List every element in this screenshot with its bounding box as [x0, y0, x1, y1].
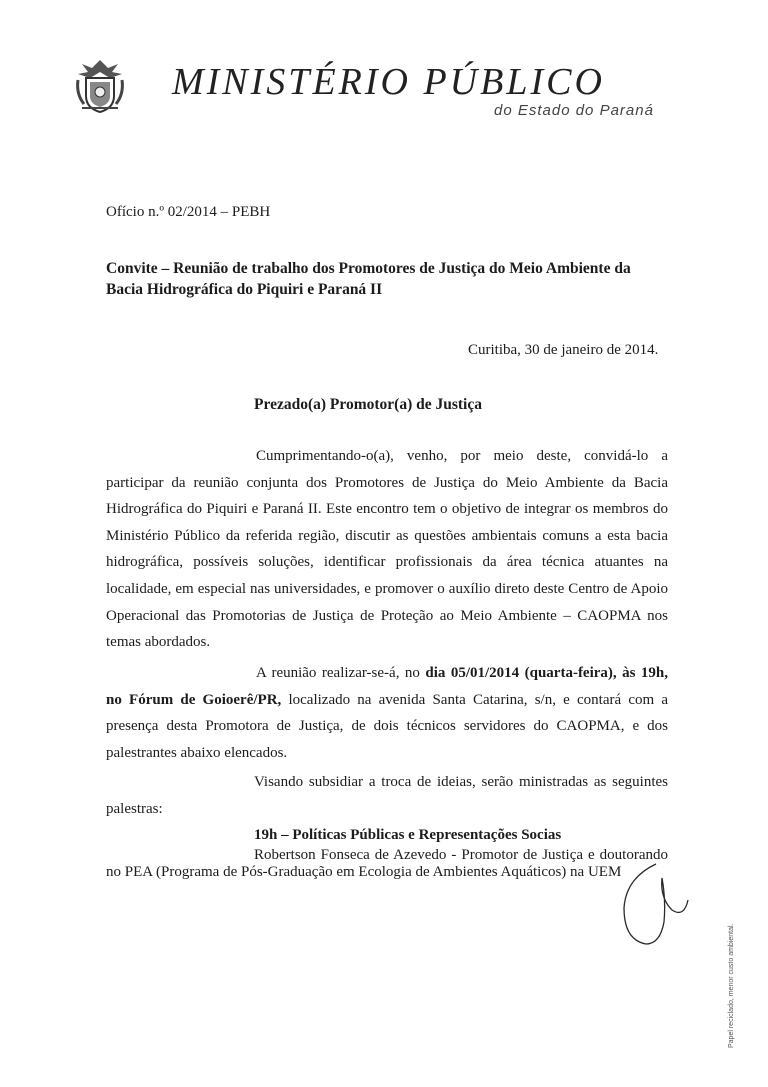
- ministry-subtitle: do Estado do Paraná: [494, 102, 654, 119]
- paragraph-invitation: [106, 443, 668, 656]
- ministry-title: MINISTÉRIO PÚBLICO: [172, 61, 605, 103]
- coat-of-arms-emblem: [72, 56, 128, 114]
- letter-reference: Ofício n.º 02/2014 – PEBH: [106, 204, 271, 220]
- salutation: Prezado(a) Promotor(a) de Justiça: [254, 396, 482, 413]
- recycled-paper-note: Papel reciclado, menor custo ambiental.: [728, 923, 735, 1048]
- talk-description-text: Robertson Fonseca de Azevedo - Promotor de Justiça e doutorando no PEA (Programa de Pós-Graduação em Ecologia de Ambientes Aquáticos) na UEM: [106, 847, 668, 880]
- handwritten-signature: [608, 860, 692, 950]
- paragraph-lectures-intro: [106, 769, 668, 822]
- place-date: Curitiba, 30 de janeiro de 2014.: [468, 342, 659, 358]
- paragraph-lectures-text: Visando subsidiar a troca de ideias, serão ministradas as seguintes palestras:: [106, 774, 668, 817]
- paragraph-meeting-rest: localizado na avenida Santa Catarina, s/n, e contará com a presença desta Promotora de Justiça, de dois técnicos servidores do CAOPMA, e dos palestrantes abaixo elencados.: [106, 691, 668, 761]
- paragraph-meeting-details: [106, 660, 668, 766]
- paragraph-meeting-lead: A reunião realizar-se-á, no: [256, 665, 420, 681]
- talk-description: [106, 847, 668, 881]
- meeting-date-location: dia 05/01/2014 (quarta-feira), às 19h, no Fórum de Goioerê/PR,: [106, 665, 668, 708]
- talk-title: 19h – Políticas Públicas e Representações Socias: [254, 827, 562, 843]
- letter-subject: Convite – Reunião de trabalho dos Promotores de Justiça do Meio Ambiente da Bacia Hidrográfica do Piquiri e Paraná II: [106, 260, 631, 298]
- paragraph-invitation-text: Cumprimentando-o(a), venho, por meio deste, convidá-lo a participar da reunião conjunta dos Promotores de Justiça do Meio Ambiente da Bacia Hidrográfica do Piquiri e Paraná II. Este encontro tem o objetivo de integrar os membros do Ministério Público da referida região, discutir as questões ambientais comuns a esta bacia hidrográfica, possíveis soluções, identificar profissionais da área técnica atuantes na localidade, em especial nas universidades, e promover o auxílio direto deste Centro de Apoio Operacional das Promotorias de Justiça de Proteção ao Meio Ambiente – CAOPMA nos temas abordados.: [106, 448, 668, 651]
